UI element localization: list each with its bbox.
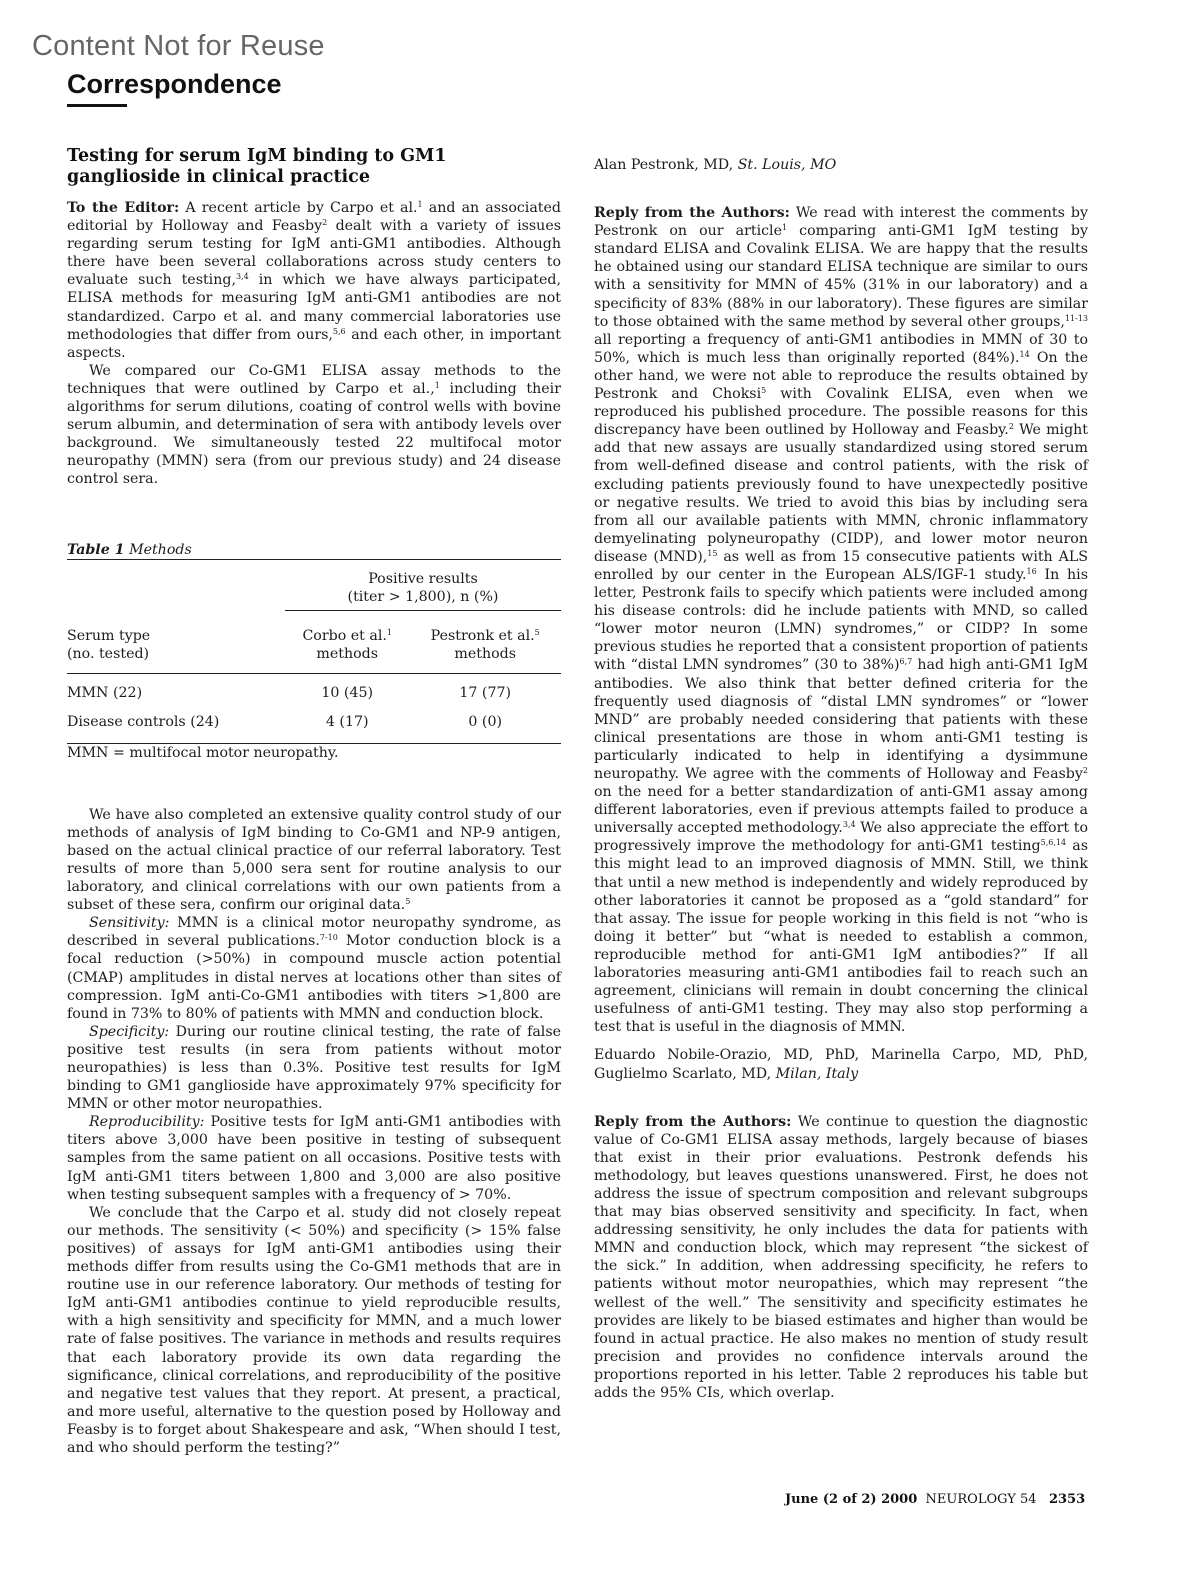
text: all reporting a frequency of anti-GM1 antibodies in MMN of 30 to 50%, which is much less than originally reported (84%). — [594, 331, 1088, 366]
col-header-corbo-methods: methods — [316, 645, 378, 662]
text: and an associated editorial by Holloway and Feasby — [67, 200, 561, 235]
signature-names: Eduardo Nobile-Orazio, MD, PhD, Marinella Carpo, MD, PhD, Guglielmo Scarlato, MD, — [594, 1047, 1088, 1082]
text: as well as from 15 consecutive patients with ALS enrolled by our center in the European ALS/IGF-1 study. — [594, 548, 1088, 583]
reply-1-signature — [594, 1046, 1088, 1082]
citation: 16 — [1026, 566, 1037, 576]
group-header-line-1: Positive results — [368, 570, 478, 587]
signature-place: Milan, Italy — [775, 1065, 859, 1082]
letter-signature — [594, 156, 1088, 174]
citation: 5,6 — [332, 326, 346, 336]
signature-name: Alan Pestronk, MD, — [594, 157, 734, 173]
methods-table — [67, 559, 561, 744]
table-row — [67, 673, 561, 702]
table-caption-title: Methods — [129, 541, 192, 558]
spacer — [67, 762, 561, 806]
table-subrule-row — [67, 610, 561, 627]
col-label-no-tested: (no. tested) — [67, 645, 150, 662]
col-header-corbo: Corbo et al. — [302, 627, 387, 644]
subhead-specificity: Specificity: — [89, 1023, 170, 1040]
table-footnote: MMN = multifocal motor neuropathy. — [67, 744, 339, 761]
watermark: Content Not for Reuse — [32, 30, 325, 62]
citation: 2 — [1082, 766, 1088, 775]
text: MMN is a clinical motor neuropathy syndrome, as described in several publications. — [67, 915, 561, 950]
reply-lead: Reply from the Authors: — [594, 1113, 792, 1130]
reply-lead: Reply from the Authors: — [594, 205, 790, 222]
citation: 2 — [322, 218, 328, 228]
text: We have also completed an extensive quality control study of our methods of analysis of IgM binding to Co-GM1 and NP-9 antigen, based on the actual clinical practice of our referral laboratory. Test results of more than 5,000 sera sent for routine analysis to our laboratory, and clinical correlations with our own patients from a subset of these sera, confirm our original data. — [67, 806, 561, 914]
text: dealt with a variety of issues regarding serum testing for IgM anti-GM1 antibodies. Although there have been several collaborations across study centers to evaluate such testing, — [67, 218, 561, 289]
text: and each other, in important aspects. — [67, 326, 561, 361]
cell-corbo: 4 (17) — [325, 713, 369, 730]
text: We read with interest the comments by Pestronk on our article — [594, 205, 1088, 240]
text: We might add that new assays are usually standardized using stored serum from well-defined disease and control patients, with the risk of excluding patients previously found to have unexpectedly positive or negative results. We tried to avoid this bias by including sera from all our available patients with MMN, chronic inflammatory demyelinating polyneuropathy (CIDP), and lower motor neuron disease (MND), — [594, 422, 1088, 565]
citation: 1 — [417, 200, 423, 209]
text: Positive tests for IgM anti-GM1 antibodies with titers above 3,000 have been positive in testing of subsequent samples from the same patient on all occasions. Positive tests with IgM anti-GM1 titers between 1,800 and 3,000 are also positive when testing subsequent samples with a frequency of > 70%. — [67, 1114, 561, 1203]
table-row — [67, 702, 561, 744]
reply-1 — [594, 204, 1088, 1036]
section-title: Correspondence — [67, 69, 282, 99]
text: We also appreciate the effort to progressively improve the methodology for anti-GM1 testing — [594, 820, 1088, 855]
citation: 5 — [534, 627, 540, 637]
cell-corbo: 10 (45) — [321, 684, 374, 701]
text: had high anti-GM1 IgM antibodies. We also think that better defined criteria for the frequently used diagnosis of “distal LMN syndromes” or “lower MND” are probably needed considering that patients with these clinical presentations are those in whom anti-GM1 testing is particularly indicated to help in identifying a dysimmune neuropathy. We agree with the comments of Holloway and Feasby — [594, 657, 1088, 782]
letter-paragraph-sensitivity — [67, 914, 561, 1023]
cell-serum-type: Disease controls (24) — [67, 713, 220, 730]
citation: 7-10 — [319, 933, 338, 943]
table-caption — [67, 541, 561, 559]
table-column-header-row — [67, 627, 561, 674]
text: Motor conduction block is a focal reduction (>50%) in compound muscle action potential (CMAP) amplitudes in distal nerves at locations other than sites of compression. IgM anti-Co-GM1 antibodies with titers >1,800 are found in 73% to 80% of patients with MMN and conduction block. — [67, 933, 561, 1022]
citation: 11-13 — [1064, 313, 1088, 323]
letter-lead: To the Editor: — [67, 200, 180, 216]
cell-serum-type: MMN (22) — [67, 684, 143, 701]
spacer — [67, 489, 561, 541]
article-title: Testing for serum IgM binding to GM1 ganglioside in clinical practice — [67, 146, 447, 187]
text: On the other hand, we were not able to reproduce the results obtained by Pestronk and Choksi — [594, 349, 1088, 403]
text: comparing anti-GM1 IgM testing by standard ELISA and Covalink ELISA. We are happy that the results he obtained using our standard ELISA technique are similar to ours with a sensitivity for MMN of 45% (31% in our laboratory) and a specificity of 83% (88% in our laboratory). These figures are similar to those obtained with the same method by several other groups, — [594, 223, 1088, 330]
footer-journal: NEUROLOGY 54 — [925, 1492, 1037, 1507]
citation: 1 — [781, 223, 788, 233]
text: In his letter, Pestronk fails to specify which patients were included among his disease controls: did he include patients with MND, so called “lower motor neuron (LMN) syndromes,” or CIDP? In some previous studies he reported that a consistent proportion of patients with “distal LMN syndromes” (30 to 38%) — [594, 566, 1089, 674]
letter-paragraph-specificity — [67, 1023, 561, 1113]
citation: 5,6,14 — [1040, 838, 1067, 848]
citation: 5 — [761, 386, 767, 396]
text: including their algorithms for serum dilutions, coating of control wells with bovine serum albumin, and determination of sera with antibody levels over background. We simultaneously tested 22 multifocal motor neuropathy (MMN) sera (from our previous study) and 24 disease control sera. — [67, 380, 561, 488]
text: During our routine clinical testing, the rate of false positive test results (in sera from patients without motor neuropathies) is less than 0.3%. Positive test results for IgM binding to GM1 ganglioside have approximately 97% specificity for MMN or other motor neuropathies. — [67, 1023, 561, 1113]
spacer — [594, 174, 1088, 204]
page-footer — [785, 1492, 1085, 1507]
col-header-pestronk: Pestronk et al. — [430, 627, 535, 644]
citation: 1 — [386, 627, 392, 637]
group-header-line-2: (titer > 1,800), n (%) — [347, 588, 499, 605]
citation: 2 — [1008, 422, 1014, 432]
text: A recent article by Carpo et al. — [179, 200, 418, 216]
citation: 15 — [707, 548, 718, 558]
spacer — [594, 1083, 1088, 1113]
text: We continue to question the diagnostic value of Co-GM1 ELISA assay methods, largely because of biases that exist in their prior evaluations. Pestronk defends his methodology, but leaves questions unanswered. First, he does not address the issue of spectrum composition and relevant subgroups that may bias observed sensitivity and specificity. In fact, when addressing sensitivity, he only includes the data for patients with MMN and conduction block, which may represent “the sickest of the sick.” In addition, when addressing specificity, he refers to patients without motor neuropathies, which may represent “the wellest of the well.” The sensitivity and specificity estimates he provides are likely to be biased estimates and higher than would be found in actual practice. He also makes no mention of study result precision and provides no confidence intervals around the proportions reported in his letter. Table 2 reproduces his table but adds the 95% CIs, which overlap. — [594, 1113, 1088, 1401]
table-header-row — [67, 559, 561, 570]
footer-date: June (2 of 2) 2000 — [785, 1492, 918, 1507]
letter-paragraph-3 — [67, 806, 561, 915]
text: with Covalink ELISA, even when we reproduced his published procedure. The possible reasons for this discrepancy have been outlined by Holloway and Feasby. — [594, 386, 1088, 439]
col-label-serum-type: Serum type — [67, 627, 151, 644]
right-column — [594, 146, 1088, 1402]
letter-paragraph-conclusion — [67, 1204, 561, 1457]
letter-paragraph-1 — [67, 199, 561, 362]
table-caption-label: Table 1 — [67, 541, 125, 558]
left-column — [67, 146, 561, 1457]
citation: 14 — [1019, 349, 1030, 359]
citation: 3,4 — [235, 272, 249, 282]
cell-pestronk: 17 (77) — [459, 684, 512, 701]
citation: 5 — [405, 897, 411, 907]
section-title-underline — [67, 104, 127, 107]
text: in which we have always participated, ELISA methods for measuring IgM anti-GM1 antibodies are not standardized. Carpo et al. and many commercial laboratories use methodologies that differ from ours, — [67, 272, 561, 343]
letter-paragraph-2 — [67, 362, 561, 489]
subhead-reproducibility: Reproducibility: — [89, 1114, 205, 1131]
footer-page-number: 2353 — [1048, 1492, 1086, 1507]
text: on the need for a better standardization of anti-GM1 assay among different laboratories, even if previous attempts failed to produce a universally accepted methodology. — [594, 784, 1088, 837]
text: We conclude that the Carpo et al. study did not closely repeat our methods. The sensitivity (< 50%) and specificity (> 15% false positives) of assays for IgM anti-GM1 antibodies using their methods differ from results using the Co-GM1 methods that are in routine use in our reference laboratory. Our methods of testing for IgM anti-GM1 antibodies continue to yield reproducible results, with a high sensitivity and specificity for MMN, and a much lower rate of false positives. The variance in methods and results requires that each laboratory provide its own data regarding the significance, clinical correlations, and reproducibility of the positive and negative test values that they report. At present, a practical, and more useful, alternative to the question posed by Holloway and Feasby is to forget about Shakespeare and ask, “When should I test, and who should perform the testing?” — [67, 1204, 561, 1456]
reply-2 — [594, 1113, 1088, 1403]
text: as this might lead to an improved diagnosis of MMN. Still, we think that until a new method is independently and widely reproduced by other laboratories it cannot be proposed as a “gold standard” for that assay. The issue for people working in this field is not “who is doing it better” but “what is needed to establish a common, reproducible method for anti-GM1 IgM antibodies?” If all laboratories measuring anti-GM1 antibodies fail to reach such an agreement, clinicians will remain in doubt concerning the clinical usefulness of anti-GM1 testing. They may also stop performing a test that is useful in the diagnosis of MMN. — [594, 838, 1089, 1036]
citation: 3,4 — [842, 820, 856, 830]
col-header-pestronk-methods: methods — [454, 645, 516, 662]
cell-pestronk: 0 (0) — [468, 713, 503, 730]
citation: 6,7 — [899, 657, 913, 667]
signature-place: St. Louis, MO — [737, 157, 837, 173]
table-group-header-row — [67, 570, 561, 611]
letter-paragraph-reproducibility — [67, 1113, 561, 1203]
text: We compared our Co-GM1 ELISA assay methods to the techniques that were outlined by Carpo et al., — [67, 362, 561, 397]
citation: 1 — [434, 380, 440, 390]
subhead-sensitivity: Sensitivity: — [89, 915, 170, 932]
